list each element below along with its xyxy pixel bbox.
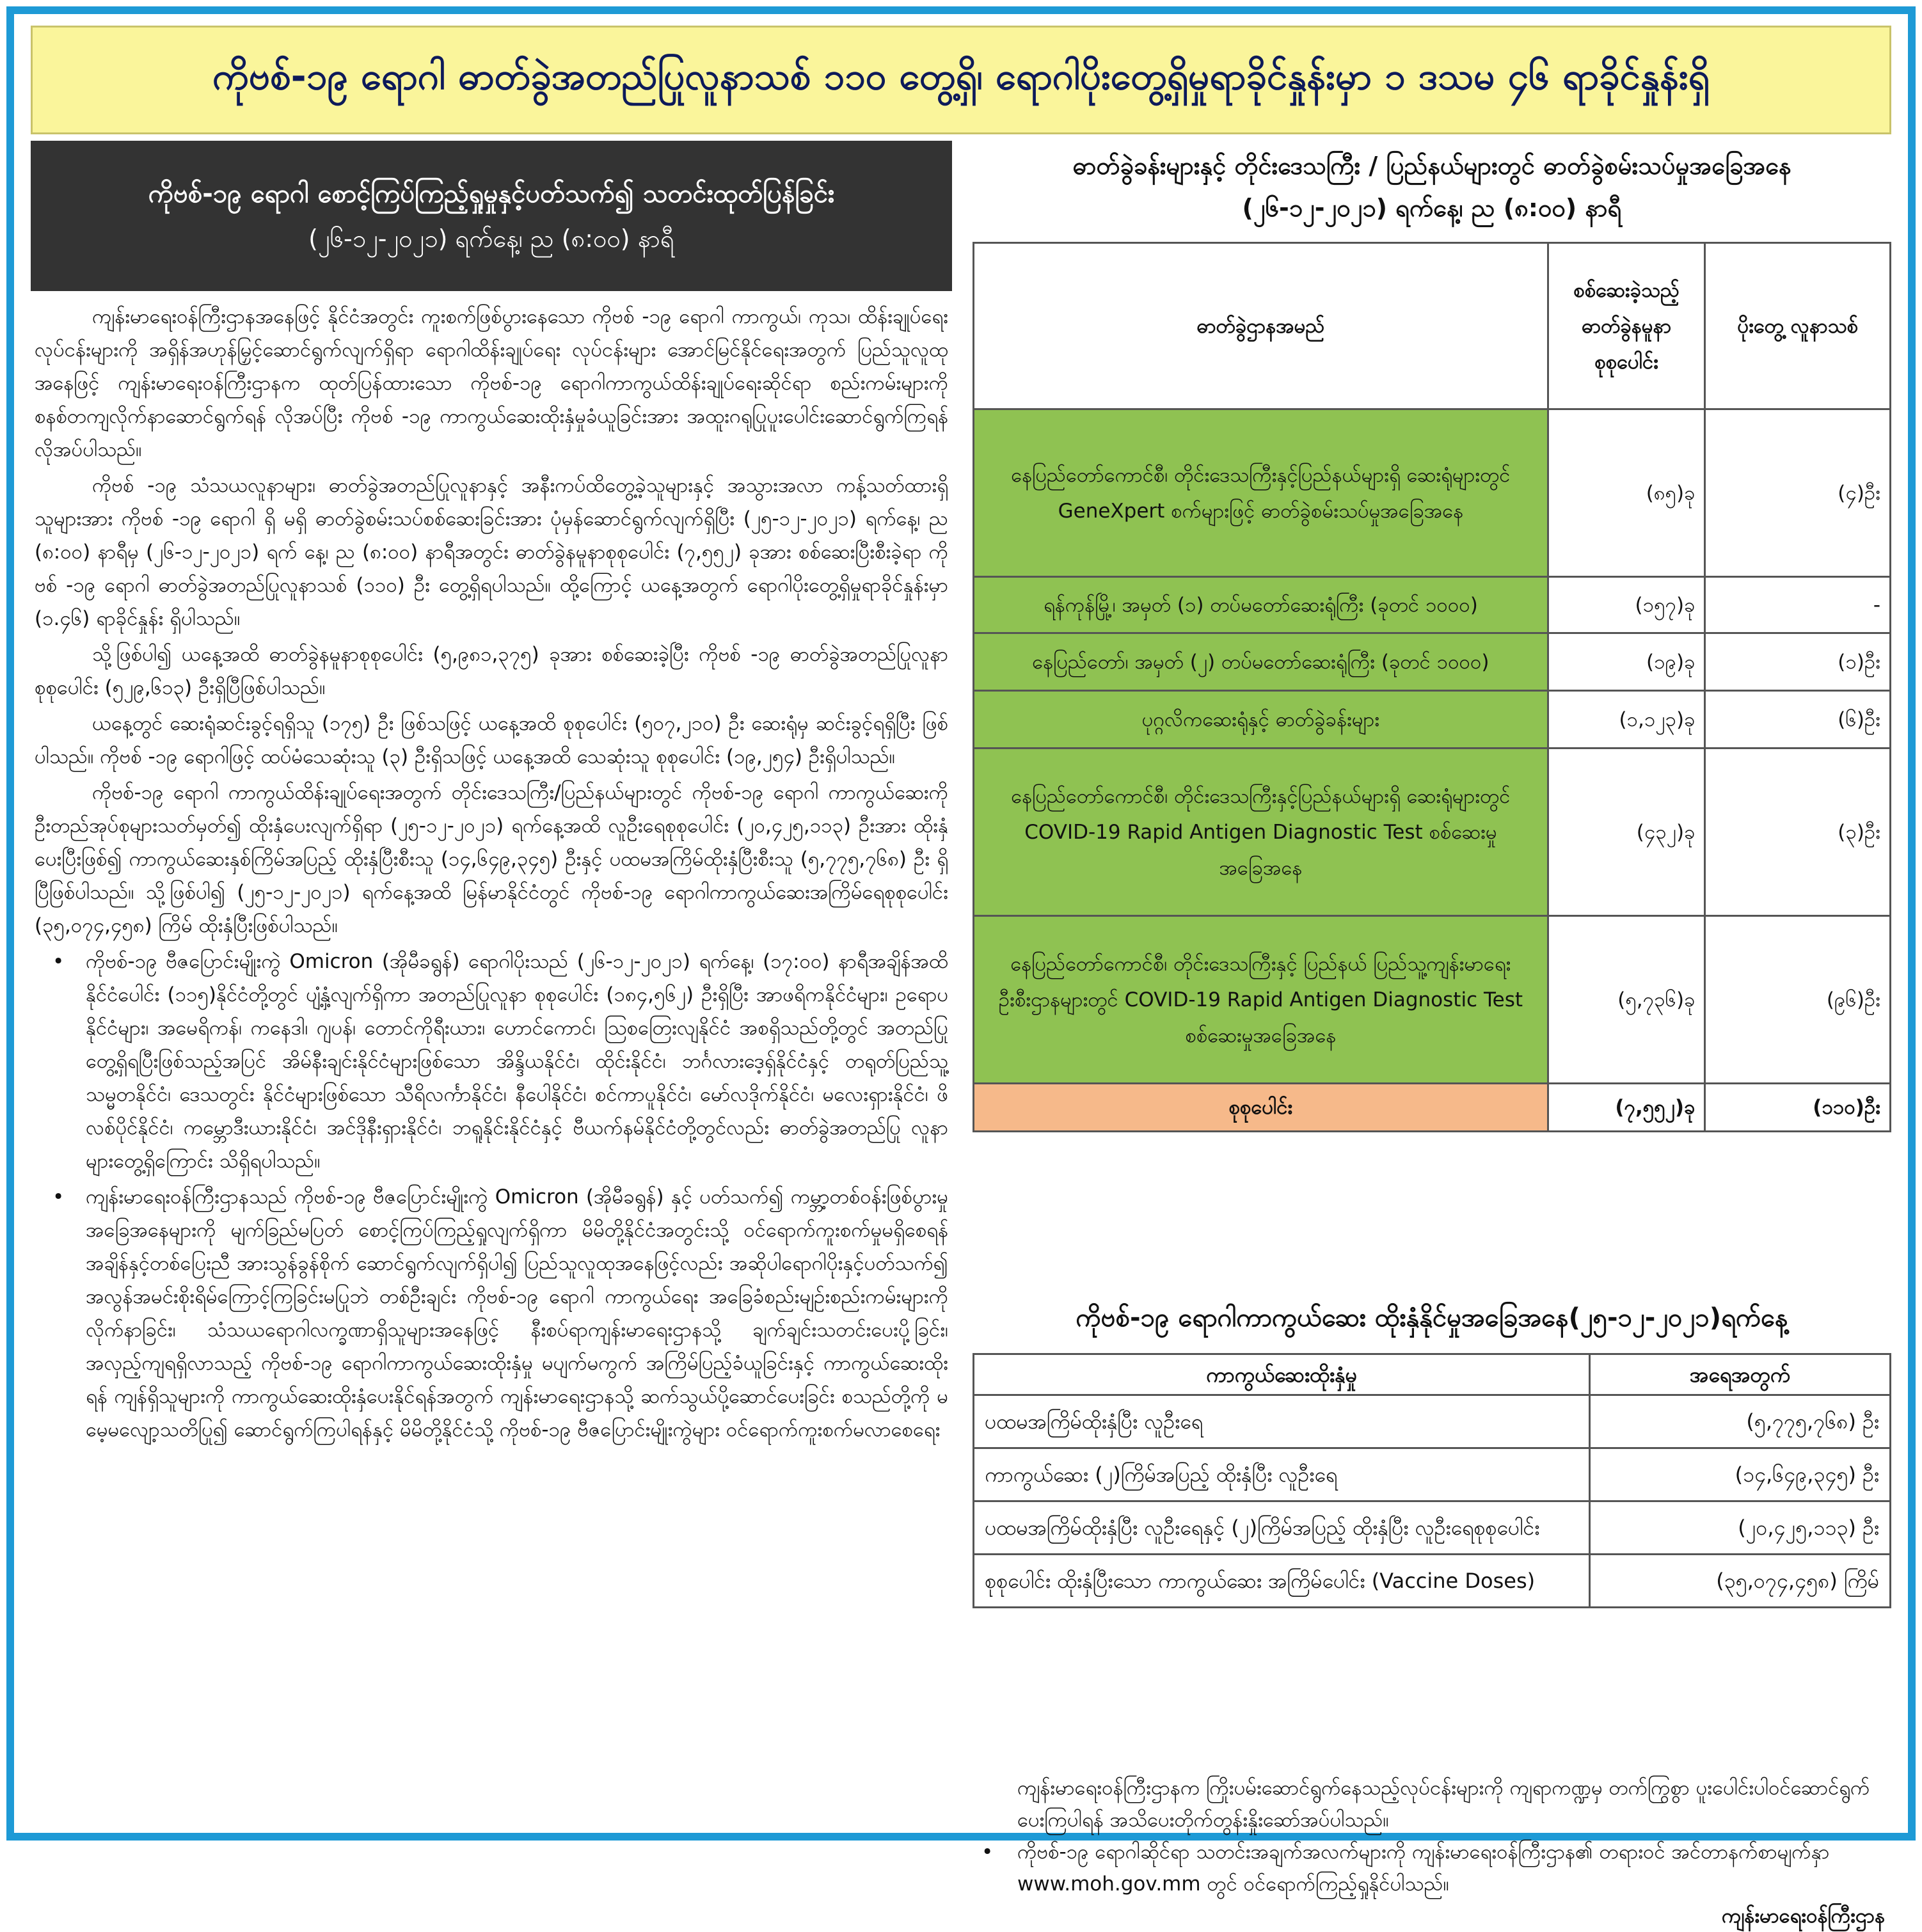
- lab-name: နေပြည်တော်ကောင်စီ၊ တိုင်းဒေသကြီးနှင့်ပြည်နယ်များရှိ ဆေးရုံများတွင် COVID-19 Rapid Antigen Diagnostic Test စစ်ဆေးမှုအခြေအနေ: [974, 748, 1548, 916]
- paragraph-2: ကိုဗစ် -၁၉ သံသယလူနာများ၊ ဓာတ်ခွဲအတည်ပြုလူနာနှင့် အနီးကပ်ထိတွေ့ခဲ့သူများနှင့် အသွားအလာ ကန့်သတ်ထားရှိသူများအား ကိုဗစ် -၁၉ ရောဂါ ရှိ မရှိ ဓာတ်ခွဲစမ်းသပ်စစ်ဆေးခြင်းအား ပုံမှန်ဆောင်ရွက်လျက်ရှိပြီး (၂၅-၁၂-၂၀၂၁) ရက်နေ့၊ ည (၈:၀၀) နာရီမှ (၂၆-၁၂-၂၀၂၁) ရက် နေ့၊ ည (၈:၀၀) နာရီအတွင်း ဓာတ်ခွဲနမူနာစုစုပေါင်း (၇,၅၅၂) ခုအား စစ်ဆေးပြီးစီးခဲ့ရာ ကိုဗစ် -၁၉ ရောဂါ ဓာတ်ခွဲအတည်ပြုလူနာသစ် (၁၁၀) ဦး တွေ့ရှိရပါသည်။ ထို့ကြောင့် ယနေ့အတွက် ရောဂါပိုးတွေ့ရှိမှုရာခိုင်နှုန်းမှာ (၁.၄၆) ရာခိုင်နှုန်း ရှိပါသည်။: [35, 474, 948, 630]
- table-row: [974, 1501, 1891, 1555]
- new-positive: -: [1705, 577, 1891, 633]
- closing-notes: [973, 1772, 1891, 1932]
- lab-name: နေပြည်တော်၊ အမှတ် (၂) တပ်မတော်ဆေးရုံကြီး (ခုတင် ၁၀၀၀): [974, 633, 1548, 691]
- table-row: [974, 1448, 1891, 1501]
- vaccination-label: ပထမအကြိမ်ထိုးနှံပြီး လူဦးရေ: [974, 1395, 1590, 1448]
- total-label: စုစုပေါင်း: [974, 1084, 1548, 1132]
- testing-heading: [973, 141, 1891, 229]
- ministry-signature: ကျန်းမာရေးဝန်ကြီးဌာန: [1722, 1904, 1885, 1928]
- table-row: [974, 409, 1891, 577]
- new-positive: (၁)ဦး: [1705, 633, 1891, 691]
- note-website: • ကိုဗစ်-၁၉ ရောဂါဆိုင်ရာ သတင်းအချက်အလက်များကို ကျန်းမာရေးဝန်ကြီးဌာန၏ တရားဝင် အင်တာနက်စာမျက်နှာ www.moh.gov.mm တွင် ဝင်ရောက်ကြည့်ရှုနိုင်ပါသည်။: [973, 1836, 1891, 1900]
- lab-name: နေပြည်တော်ကောင်စီ၊ တိုင်းဒေသကြီးနှင့် ပြည်နယ် ပြည်သူ့ကျန်းမာရေးဦးစီးဌာနများတွင် COVID-19 Rapid Antigen Diagnostic Test စစ်ဆေးမှုအခြေအနေ: [974, 916, 1548, 1084]
- data-column: [973, 141, 1891, 1928]
- paragraph-3: သို့ဖြစ်ပါ၍ ယနေ့အထိ ဓာတ်ခွဲနမူနာစုစုပေါင်း (၅,၉၈၁,၃၇၅) ခုအား စစ်ဆေးခဲ့ပြီး ကိုဗစ် -၁၉ ဓာတ်ခွဲအတည်ပြုလူနာ စုစုပေါင်း (၅၂၉,၆၁၃) ဦးရှိပြီဖြစ်ပါသည်။: [35, 643, 948, 699]
- vaccination-value: (၁၄,၆၄၉,၃၄၅) ဦး: [1590, 1448, 1891, 1501]
- table-row: [974, 1555, 1891, 1608]
- col-vaccination: ကာကွယ်ဆေးထိုးနှံမှု: [974, 1354, 1590, 1395]
- new-positive: (၉၆)ဦး: [1705, 916, 1891, 1084]
- samples-tested: (၁,၁၂၃)ခု: [1548, 691, 1705, 748]
- table-row: [974, 1395, 1891, 1448]
- table-row: [974, 916, 1891, 1084]
- paragraph-4: ယနေ့တွင် ဆေးရုံဆင်းခွင့်ရရှိသူ (၁၇၅) ဦး ဖြစ်သဖြင့် ယနေ့အထိ စုစုပေါင်း (၅၀၇,၂၁၀) ဦး ဆေးရုံမှ ဆင်းခွင့်ရရှိပြီး ဖြစ်ပါသည်။ ကိုဗစ် -၁၉ ရောဂါဖြင့် ထပ်မံသေဆုံးသူ (၃) ဦးရှိသဖြင့် ယနေ့အထိ သေဆုံးသူ စုစုပေါင်း (၁၉,၂၅၄) ဦးရှိပါသည်။: [35, 712, 948, 768]
- new-positive: (၆)ဦး: [1705, 691, 1891, 748]
- paragraph-5: ကိုဗစ်-၁၉ ရောဂါ ကာကွယ်ထိန်းချုပ်ရေးအတွက် တိုင်းဒေသကြီး/ပြည်နယ်များတွင် ကိုဗစ်-၁၉ ရောဂါ ကာကွယ်ဆေးကို ဦးတည်အုပ်စုများသတ်မှတ်၍ ထိုးနှံပေးလျက်ရှိရာ (၂၅-၁၂-၂၀၂၁) ရက်နေ့အထိ လူဦးရေစုစုပေါင်း (၂၀,၄၂၅,၁၁၃) ဦးအား ထိုးနှံပေးပြီးဖြစ်၍ ကာကွယ်ဆေးနှစ်ကြိမ်အပြည့် ထိုးနှံပြီးစီးသူ (၁၄,၆၄၉,၃၄၅) ဦးနှင့် ပထမအကြိမ်ထိုးနှံပြီးစီးသူ (၅,၇၇၅,၇၆၈) ဦး ရှိပြီဖြစ်ပါသည်။ သို့ဖြစ်ပါ၍ (၂၅-၁၂-၂၀၂၁) ရက်နေ့အထိ မြန်မာနိုင်ငံတွင် ကိုဗစ်-၁၉ ရောဂါကာကွယ်ဆေးအကြိမ်ရေစုစုပေါင်း (၃၅,၀၇၄,၄၅၈) ကြိမ် ထိုးနှံပြီးဖြစ်ပါသည်။: [35, 781, 948, 937]
- vaccination-table: [973, 1353, 1891, 1608]
- samples-tested: (၁၉)ခု: [1548, 633, 1705, 691]
- table-row: [974, 633, 1891, 691]
- press-release-date: (၂၆-၁၂-၂၀၂၁) ရက်နေ့၊ ည (၈:၀၀) နာရီ: [308, 224, 674, 253]
- vaccination-value: (၂၀,၄၂၅,၁၁၃) ဦး: [1590, 1501, 1891, 1555]
- testing-table: [973, 242, 1891, 1132]
- vaccination-value: (၅,၇၇၅,၇၆၈) ဦး: [1590, 1395, 1891, 1448]
- table-row: [974, 748, 1891, 916]
- samples-tested: (၅,၇၃၆)ခု: [1548, 916, 1705, 1084]
- vaccination-table-header: [974, 1354, 1891, 1395]
- new-positive: (၄)ဦး: [1705, 409, 1891, 577]
- col-count: အရေအတွက်: [1590, 1354, 1891, 1395]
- total-tested: (၇,၅၅၂)ခု: [1548, 1084, 1705, 1132]
- headline-banner: ကိုဗစ်-၁၉ ရောဂါ ဓာတ်ခွဲအတည်ပြုလူနာသစ် ၁၁၀ တွေ့ရှိ၊ ရောဂါပိုးတွေ့ရှိမှုရာခိုင်နှုန်းမှာ ၁ ဒသမ ၄၆ ရာခိုင်နှုန်းရှိ: [31, 26, 1891, 134]
- samples-tested: (၄၃၂)ခု: [1548, 748, 1705, 916]
- lab-name: နေပြည်တော်ကောင်စီ၊ တိုင်းဒေသကြီးနှင့်ပြည်နယ်များရှိ ဆေးရုံများတွင် GeneXpert စက်များဖြင့် ဓာတ်ခွဲစမ်းသပ်မှုအခြေအနေ: [974, 409, 1548, 577]
- testing-table-header: [974, 243, 1891, 409]
- total-positive: (၁၁၀)ဦး: [1705, 1084, 1891, 1132]
- col-new-positive: ပိုးတွေ့ လူနာသစ်: [1705, 243, 1891, 409]
- note-cooperation: ကျန်းမာရေးဝန်ကြီးဌာနက ကြိုးပမ်းဆောင်ရွက်နေသည့်လုပ်ငန်းများကို ကျရာကဏ္ဍမှ တက်ကြွစွာ ပူးပေါင်းပါဝင်ဆောင်ရွက်ပေးကြပါရန် အသိပေးတိုက်တွန်းနှိုးဆော်အပ်ပါသည်။: [1017, 1777, 1870, 1832]
- press-release-title: ကိုဗစ်-၁၉ ရောဂါ စောင့်ကြပ်ကြည့်ရှုမှုနှင့်ပတ်သက်၍ သတင်းထုတ်ပြန်ခြင်း: [148, 178, 835, 209]
- vaccination-label: စုစုပေါင်း ထိုးနှံပြီးသော ကာကွယ်ဆေး အကြိမ်ပေါင်း (Vaccine Doses): [974, 1555, 1590, 1608]
- testing-heading-title: ဓာတ်ခွဲခန်းများနှင့် တိုင်းဒေသကြီး / ပြည်နယ်များတွင် ဓာတ်ခွဲစမ်းသပ်မှုအခြေအနေ: [1072, 152, 1791, 180]
- bullet-omicron-spread: • ကိုဗစ်-၁၉ ဗီဇပြောင်းမျိုးကွဲ Omicron (အိုမီခရွန်) ရောဂါပိုးသည် (၂၆-၁၂-၂၀၂၁) ရက်နေ့၊ (၁၇:၀၀) နာရီအချိန်အထိ နိုင်ငံပေါင်း (၁၁၅)နိုင်ငံတို့တွင် ပျံ့နှံ့လျက်ရှိကာ အတည်ပြုလူနာ စုစုပေါင်း (၁၈၄,၅၆၂) ဦးရှိပြီး အာဖရိကနိုင်ငံများ၊ ဥရောပနိုင်ငံများ၊ အမေရိကန်၊ ကနေဒါ၊ ဂျပန်၊ တောင်ကိုရီးယား၊ ဟောင်ကောင်၊ ဩစတြေးလျနိုင်ငံ အစရှိသည်တို့တွင် အတည်ပြုတွေ့ရှိရပြီးဖြစ်သည့်အပြင် အိမ်နီးချင်းနိုင်ငံများဖြစ်သော အိန္ဒိယနိုင်ငံ၊ ထိုင်းနိုင်ငံ၊ ဘင်္ဂလားဒေ့ရှ်နိုင်ငံနှင့် တရုတ်ပြည်သူ့သမ္မတနိုင်ငံ၊ ဒေသတွင်း နိုင်ငံများဖြစ်သော သီရိလင်္ကာနိုင်ငံ၊ နီပေါနိုင်ငံ၊ စင်ကာပူနိုင်ငံ၊ မော်လဒိုက်နိုင်ငံ၊ မလေးရှားနိုင်ငံ၊ ဖိလစ်ပိုင်နိုင်ငံ၊ ကမ္ဘောဒီးယားနိုင်ငံ၊ အင်ဒိုနီးရှားနိုင်ငံ၊ ဘရူနိုင်းနိုင်ငံနှင့် ဗီယက်နမ်နိုင်ငံတို့တွင်လည်း ဓာတ်ခွဲအတည်ပြု လူနာများတွေ့ရှိကြောင်း သိရှိရပါသည်။: [35, 945, 948, 1178]
- samples-tested: (၈၅)ခု: [1548, 409, 1705, 577]
- press-release-body: [31, 291, 952, 1446]
- total-row: [974, 1084, 1891, 1132]
- press-release-header: [31, 141, 952, 291]
- new-positive: (၃)ဦး: [1705, 748, 1891, 916]
- table-row: [974, 577, 1891, 633]
- samples-tested: (၁၅၇)ခု: [1548, 577, 1705, 633]
- vaccination-value: (၃၅,၀၇၄,၄၅၈) ကြိမ်: [1590, 1555, 1891, 1608]
- vaccination-heading: ကိုဗစ်-၁၉ ရောဂါကာကွယ်ဆေး ထိုးနှံနိုင်မှုအခြေအနေ(၂၅-၁၂-၂၀၂၁)ရက်နေ့: [1076, 1303, 1788, 1333]
- vaccination-label: ကာကွယ်ဆေး (၂)ကြိမ်အပြည့် ထိုးနှံပြီး လူဦးရေ: [974, 1448, 1590, 1501]
- col-samples-tested: စစ်ဆေးခဲ့သည့် ဓာတ်ခွဲနမူနာ စုစုပေါင်း: [1548, 243, 1705, 409]
- press-release-column: [31, 141, 952, 1830]
- lab-name: ပုဂ္ဂလိကဆေးရုံနှင့် ဓာတ်ခွဲခန်းများ: [974, 691, 1548, 748]
- bullet-omicron-advice: • ကျန်းမာရေးဝန်ကြီးဌာနသည် ကိုဗစ်-၁၉ ဗီဇပြောင်းမျိုးကွဲ Omicron (အိုမီခရွန်) နှင့် ပတ်သက်၍ ကမ္ဘာ့တစ်ဝန်းဖြစ်ပွားမှု အခြေအနေများကို မျက်ခြည်မပြတ် စောင့်ကြပ်ကြည့်ရှုလျက်ရှိကာ မိမိတို့နိုင်ငံအတွင်းသို့ ဝင်ရောက်ကူးစက်မှုမရှိစေရန် အချိန်နှင့်တစ်ပြေးညီ အားသွန်ခွန်စိုက် ဆောင်ရွက်လျက်ရှိပါ၍ ပြည်သူလူထုအနေဖြင့်လည်း အဆိုပါရောဂါပိုးနှင့်ပတ်သက်၍ အလွန်အမင်းစိုးရိမ်ကြောင့်ကြခြင်းမပြုဘဲ တစ်ဦးချင်း ကိုဗစ်-၁၉ ရောဂါ ကာကွယ်ရေး အခြေခံစည်းမျဉ်းစည်းကမ်းများကို လိုက်နာခြင်း၊ သံသယရောဂါလက္ခဏာရှိသူများအနေဖြင့် နီးစပ်ရာကျန်းမာရေးဌာနသို့ ချက်ချင်းသတင်းပေးပို့ခြင်း၊ အလှည့်ကျရရှိလာသည့် ကိုဗစ်-၁၉ ရောဂါကာကွယ်ဆေးထိုးနှံမှု မပျက်မကွက် အကြိမ်ပြည့်ခံယူခြင်းနှင့် ကာကွယ်ဆေးထိုးရန် ကျန်ရှိသူများကို ကာကွယ်ဆေးထိုးနှံပေးနိုင်ရန်အတွက် ကျန်းမာရေးဌာနသို့ ဆက်သွယ်ပို့ဆောင်ပေးခြင်း စသည်တို့ကို မမေ့မလျော့သတိပြု၍ ဆောင်ရွက်ကြပါရန်နှင့် မိမိတို့နိုင်ငံသို့ ကိုဗစ်-၁၉ ဗီဇပြောင်းမျိုးကွဲများ ဝင်ရောက်ကူးစက်မလာစေရေး: [35, 1180, 948, 1446]
- col-lab-name: ဓာတ်ခွဲဌာနအမည်: [974, 243, 1548, 409]
- testing-heading-date: (၂၆-၁၂-၂၀၂၁) ရက်နေ့၊ ည (၈:၀၀) နာရီ: [1242, 194, 1622, 222]
- table-row: [974, 691, 1891, 748]
- lab-name: ရန်ကုန်မြို့၊ အမှတ် (၁) တပ်မတော်ဆေးရုံကြီး (ခုတင် ၁၀၀၀): [974, 577, 1548, 633]
- paragraph-1: ကျန်းမာရေးဝန်ကြီးဌာနအနေဖြင့် နိုင်ငံအတွင်း ကူးစက်ဖြစ်ပွားနေသော ကိုဗစ် -၁၉ ရောဂါ ကာကွယ်၊ ကုသ၊ ထိန်းချုပ်ရေးလုပ်ငန်းများကို အရှိန်အဟုန်မြှင့်ဆောင်ရွက်လျက်ရှိရာ ရောဂါထိန်းချုပ်ရေး လုပ်ငန်းများ အောင်မြင်နိုင်ရေးအတွက် ပြည်သူလူထုအနေဖြင့် ကျန်းမာရေးဝန်ကြီးဌာနက ထုတ်ပြန်ထားသော ကိုဗစ်-၁၉ ရောဂါကာကွယ်ထိန်းချုပ်ရေးဆိုင်ရာ စည်းကမ်းများကို စနစ်တကျလိုက်နာဆောင်ရွက်ရန် လိုအပ်ပြီး ကိုဗစ် -၁၉ ကာကွယ်ဆေးထိုးနှံမှုခံယူခြင်းအား အထူးဂရုပြုပူးပေါင်းဆောင်ရွက်ကြရန် လိုအပ်ပါသည်။: [35, 305, 948, 461]
- vaccination-label: ပထမအကြိမ်ထိုးနှံပြီး လူဦးရေနှင့် (၂)ကြိမ်အပြည့် ထိုးနှံပြီး လူဦးရေစုစုပေါင်း: [974, 1501, 1590, 1555]
